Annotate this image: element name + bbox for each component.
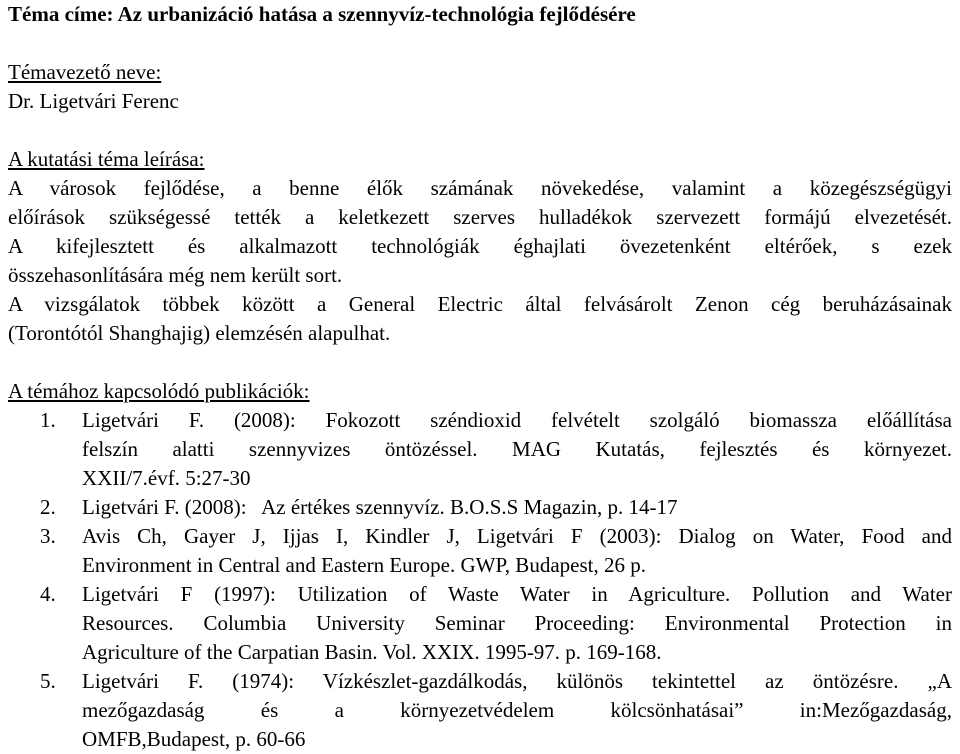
publication-number: 4. (40, 582, 56, 606)
supervisor-label-text: Témavezető neve: (8, 60, 162, 84)
description-label-text: A kutatási téma leírása: (8, 147, 205, 171)
publications-label (8, 377, 952, 406)
publication-line: XXII/7.évf. 5:27-30 (82, 466, 251, 490)
publication-item (8, 493, 952, 522)
publication-line: Agriculture of the Carpatian Basin. Vol. XXIX. 1995-97. p. 169-168. (82, 640, 662, 664)
description-line: A vizsgálatok többek között a General Electric által felvásárolt Zenon cég beruházásainak (8, 292, 952, 316)
spacer (8, 29, 952, 58)
publication-line: Environment in Central and Eastern Europe. GWP, Budapest, 26 p. (82, 553, 646, 577)
publication-line: felszín alatti szennyvizes öntözéssel. MAG Kutatás, fejlesztés és környezet. (82, 437, 952, 461)
publication-number: 5. (40, 669, 56, 693)
publication-list (8, 406, 952, 754)
publication-item (8, 406, 952, 493)
publication-item (8, 522, 952, 580)
spacer (8, 116, 952, 145)
description-line: A városok fejlődése, a benne élők számának növekedése, valamint a közegészségügyi (8, 176, 952, 200)
publication-line: Ligetvári F. (2008): Az értékes szennyvíz. B.O.S.S Magazin, p. 14-17 (82, 495, 678, 519)
publication-line: Ligetvári F (1997): Utilization of Waste Water in Agriculture. Pollution and Water (82, 582, 952, 606)
description-label (8, 145, 952, 174)
publication-line: OMFB,Budapest, p. 60-66 (82, 727, 306, 751)
publication-line: Resources. Columbia University Seminar Proceeding: Environmental Protection in (82, 611, 952, 635)
publication-line: Ligetvári F. (1974): Vízkészlet-gazdálkodás, különös tekintettel az öntözésre. „A (82, 669, 952, 693)
supervisor-name: Dr. Ligetvári Ferenc (8, 89, 179, 113)
publication-line: Ligetvári F. (2008): Fokozott széndioxid felvételt szolgáló biomassza előállítása (82, 408, 952, 432)
publication-item (8, 580, 952, 667)
publication-number: 3. (40, 524, 56, 548)
description-line: (Torontótól Shanghajig) elemzésén alapulhat. (8, 321, 391, 345)
publication-number: 2. (40, 495, 56, 519)
publications-label-text: A témához kapcsolódó publikációk: (8, 379, 310, 403)
publication-number: 1. (40, 408, 56, 432)
description-line: összehasonlítására még nem került sort. (8, 263, 343, 287)
publication-item (8, 667, 952, 754)
publication-line: mezőgazdaság és a környezetvédelem kölcsönhatásai” in:Mezőgazdaság, (82, 698, 952, 722)
page-title: Téma címe: Az urbanizáció hatása a szennyvíz-technológia fejlődésére (8, 2, 636, 26)
description-line: A kifejlesztett és alkalmazott technológiák éghajlati övezetenként eltérőek, s ezek (8, 234, 952, 258)
description-line: előírások szükségessé tették a keletkezett szerves hulladékok szervezett formájú elvezetését. (8, 205, 952, 229)
publication-line: Avis Ch, Gayer J, Ijjas I, Kindler J, Ligetvári F (2003): Dialog on Water, Food and (82, 524, 952, 548)
supervisor-label (8, 58, 952, 87)
spacer (8, 348, 952, 377)
